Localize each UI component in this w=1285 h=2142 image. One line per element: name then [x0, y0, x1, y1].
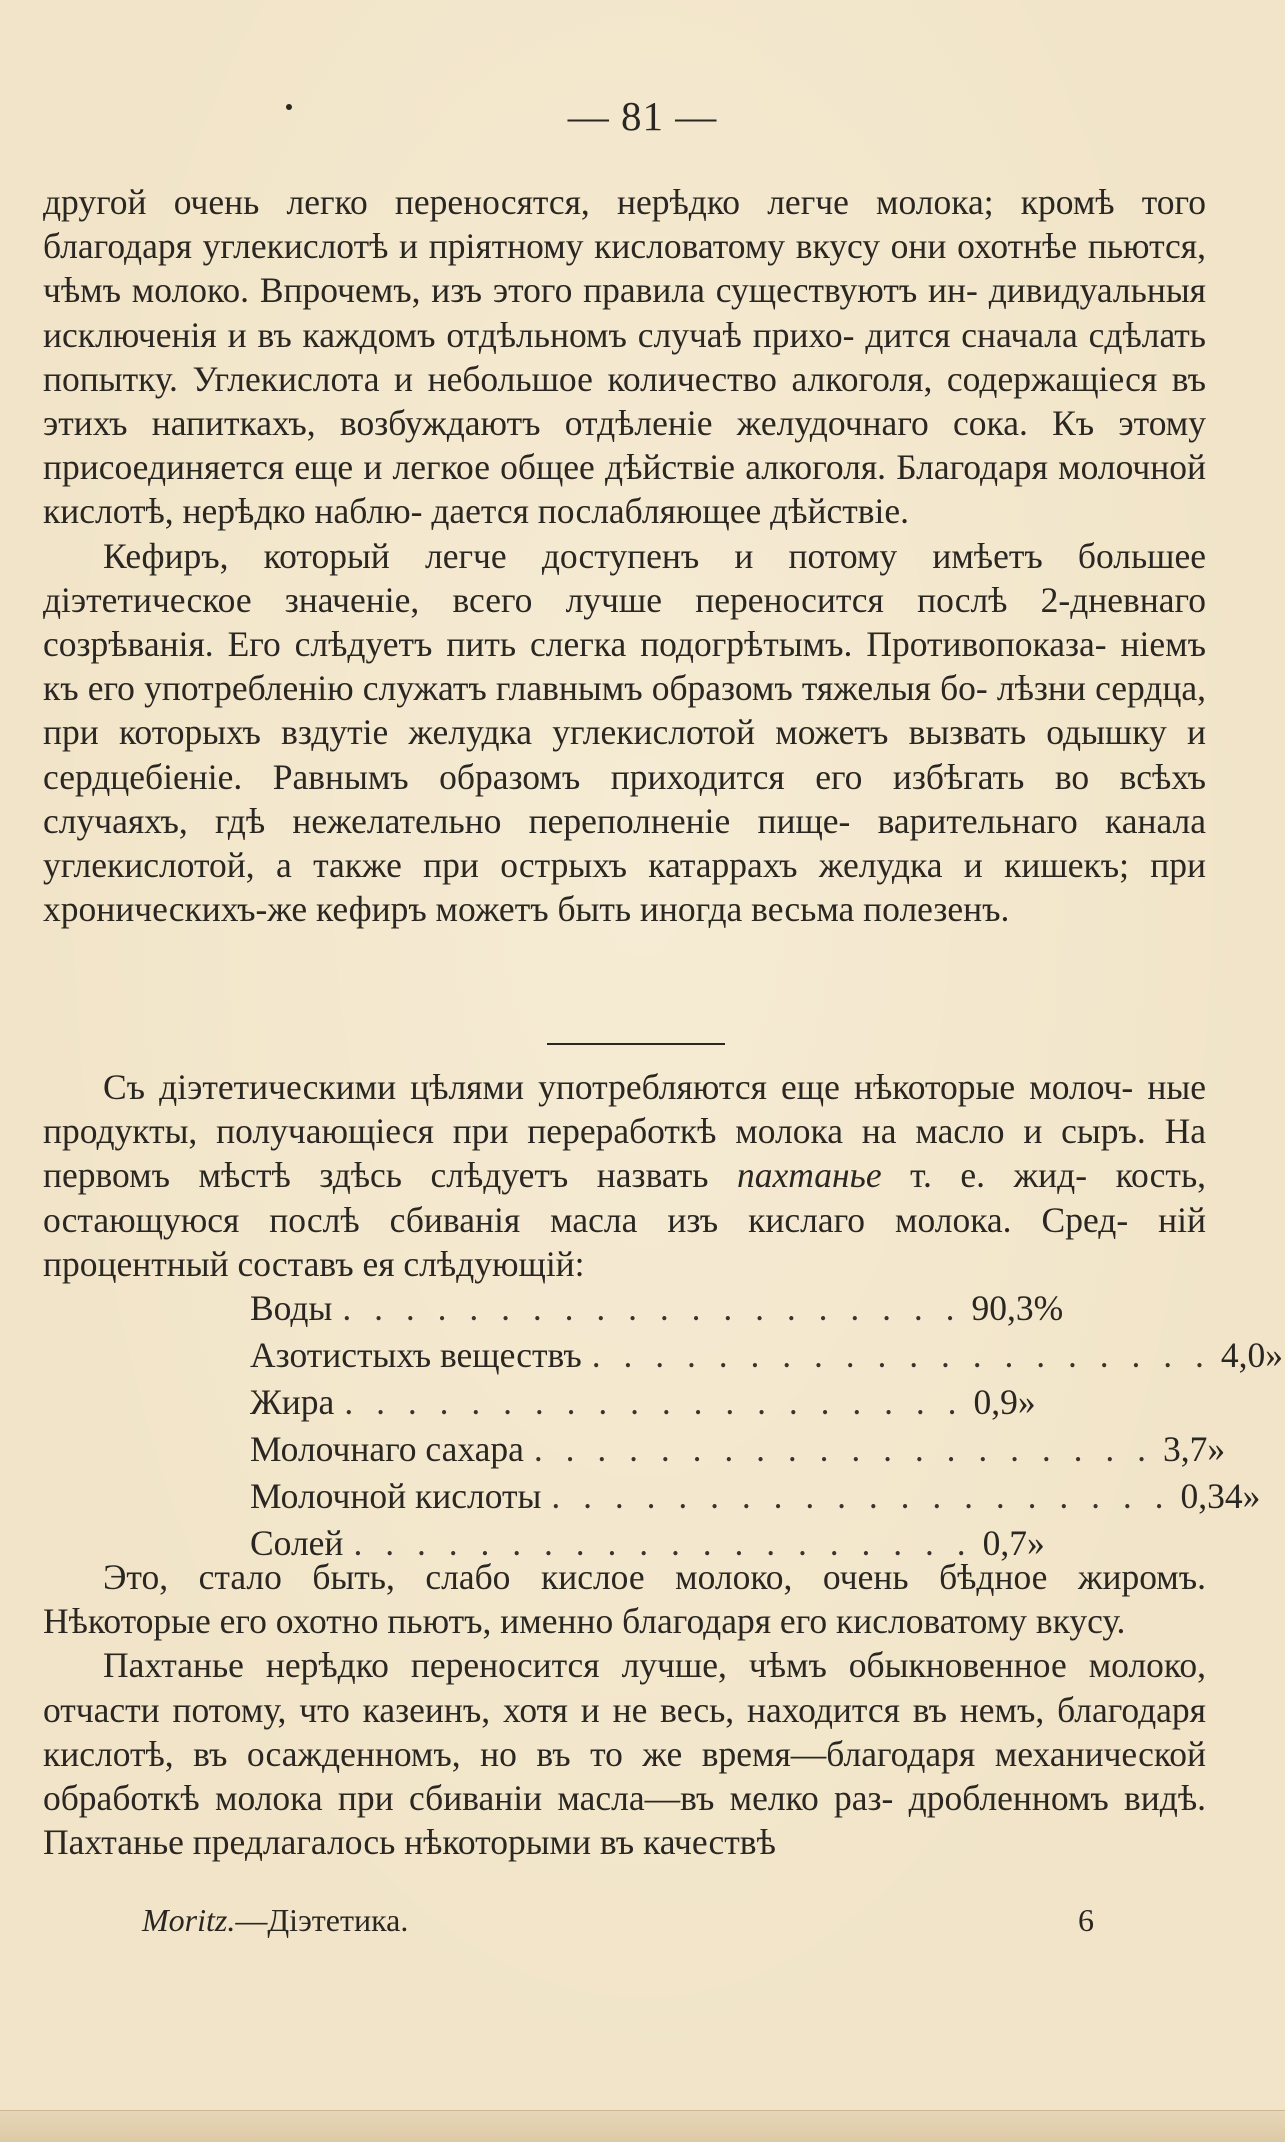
- component-value: 0,7: [982, 1523, 1027, 1563]
- text-line: благодаря кислотѣ, въ осажденномъ, но въ то же время—благодаря: [43, 1689, 1207, 1774]
- text-line: ные продукты, получающіеся при переработкѣ молока на масло и сыръ.: [43, 1067, 1207, 1152]
- component-value: 4,0: [1220, 1335, 1266, 1375]
- text-line: избѣгать во всѣхъ случаяхъ, гдѣ нежелательно переполненіе пище-: [43, 756, 1206, 841]
- footer-title: —Діэтетика.: [235, 1902, 409, 1938]
- text-line: благодаря углекислотѣ и пріятному кисловатому вкусу они охотнѣе: [43, 226, 1078, 267]
- composition-row: [250, 1379, 1036, 1426]
- footer-author: Moritz.: [142, 1902, 236, 1938]
- component-unit: »: [1207, 1429, 1226, 1469]
- text-line: весьма полезенъ.: [751, 889, 1010, 930]
- text-line: Пахтанье нерѣдко переносится лучше, чѣмъ обыкновенное молоко,: [103, 1645, 1206, 1686]
- text-line: дится сначала сдѣлать попытку. Углекислота и небольшое количество: [43, 314, 1206, 399]
- page-bottom-edge: [0, 2110, 1285, 2142]
- text-line: лѣзни сердца, при которыхъ вздутіе желудка углекислотой можетъ: [43, 668, 1207, 753]
- emphasized-term: пахтанье: [736, 1155, 882, 1196]
- text-block-lower: [43, 1555, 1206, 1864]
- text-line: Кефиръ, который легче доступенъ и потому имѣетъ большее: [103, 535, 1206, 576]
- component-value: 3,7: [1163, 1429, 1208, 1469]
- component-value: 0,9: [973, 1382, 1018, 1422]
- text-line: Это, стало быть, слабо кислое молоко, очень бѣдное жиромъ.: [103, 1557, 1206, 1597]
- component-value: 90,3%: [971, 1288, 1064, 1328]
- dot-leader: . . . . . . . . . . . . . . . . . . . .: [591, 1335, 1211, 1375]
- page-number: — 81 —: [567, 93, 718, 139]
- dot-leader: . . . . . . . . . . . . . . . . . . . .: [344, 1382, 964, 1422]
- paragraph-tolerance: [43, 1643, 1206, 1864]
- text-line: механической обработкѣ молока при сбиваніи масла—въ мелко раз-: [43, 1733, 1207, 1819]
- text-fragment: На первомъ мѣстѣ здѣсь слѣдуетъ назвать: [43, 1111, 1207, 1196]
- text-line: созрѣванія. Его слѣдуетъ пить слегка подогрѣтымъ. Противопоказа-: [43, 624, 1107, 665]
- text-line: желудочнаго сока. Къ этому присоединяется еще и легкое общее: [43, 403, 1206, 488]
- text-fragment: т. е. жид-: [881, 1155, 1088, 1196]
- page-footer: [142, 1900, 408, 1940]
- composition-row: [250, 1473, 1261, 1520]
- component-unit: »: [1017, 1382, 1036, 1422]
- dot-leader: . . . . . . . . . . . . . . . . . . . .: [353, 1523, 973, 1563]
- text-line: алкоголя, содержащіеся въ этихъ напиткахъ, возбуждаютъ отдѣленіе: [43, 358, 1206, 444]
- text-line: вкусу.: [1035, 1601, 1126, 1642]
- component-unit: »: [1026, 1523, 1045, 1563]
- text-line: отчасти потому, что казеинъ, хотя и не весь, находится въ немъ,: [43, 1689, 1045, 1730]
- text-line: вызвать одышку и сердцебіеніе. Равнымъ образомъ приходится его: [43, 712, 1206, 797]
- dot-leader: . . . . . . . . . . . . . . . . . . . .: [533, 1429, 1154, 1469]
- text-line: кость, остающуюся послѣ сбиванія масла изъ кислаго молока. Сред-: [43, 1155, 1207, 1240]
- text-line: ніемъ къ его употребленію служатъ главнымъ образомъ тяжелыя бо-: [43, 624, 1206, 709]
- paragraph-pakhtanye-intro: [43, 1065, 1206, 1286]
- paragraph-kefir: [43, 534, 1206, 932]
- composition-row: [250, 1426, 1226, 1473]
- text-block-upper: [43, 180, 1206, 931]
- component-name: Воды: [250, 1288, 333, 1328]
- component-name: Жира: [250, 1382, 335, 1422]
- component-name: Солей: [250, 1523, 344, 1563]
- text-line: дается послабляющее дѣйствіе.: [431, 491, 910, 532]
- component-name: Азотистыхъ веществъ: [250, 1335, 582, 1375]
- section-divider: [547, 1043, 725, 1045]
- dot-leader: . . . . . . . . . . . . . . . . . . . .: [551, 1476, 1171, 1516]
- text-line: пьются, чѣмъ молоко. Впрочемъ, изъ этого правила существуютъ ин-: [43, 226, 1206, 311]
- component-unit: »: [1265, 1335, 1284, 1375]
- component-name: Молочной кислоты: [250, 1476, 542, 1516]
- composition-row: [250, 1285, 1064, 1332]
- composition-row: [250, 1332, 1284, 1379]
- component-name: Молочнаго сахара: [250, 1429, 524, 1469]
- signature-mark: 6: [1078, 1902, 1094, 1938]
- paragraph-summary: [43, 1555, 1206, 1643]
- component-value: 0,34: [1180, 1476, 1243, 1516]
- text-block-middle: [43, 1065, 1206, 1286]
- text-line: дѣйствіе алкоголя. Благодаря молочной кислотѣ, нерѣдко наблю-: [43, 447, 1206, 532]
- text-line: Нѣкоторые его охотно пьютъ, именно благодаря его кисловатому: [43, 1601, 1027, 1642]
- text-line: дивидуальныя исключенія и въ каждомъ отдѣльномъ случаѣ прихо-: [43, 270, 1207, 355]
- text-line: желудка и кишекъ; при хроническихъ-же кефиръ можетъ быть иногда: [43, 845, 1207, 930]
- component-unit: »: [1242, 1476, 1261, 1516]
- composition-table: [250, 1285, 1284, 1567]
- text-line: ній процентный составъ ея слѣдующій:: [43, 1199, 1207, 1284]
- dot-leader: . . . . . . . . . . . . . . . . . . . .: [342, 1288, 962, 1328]
- text-line: варительнаго канала углекислотой, а также при острыхъ катаррахъ: [43, 800, 1206, 886]
- paragraph-continuation: [43, 180, 1206, 534]
- text-line: дробленномъ видѣ. Пахтанье предлагалось нѣкоторыми въ качествѣ: [43, 1778, 1207, 1863]
- text-line: діэтетическое значеніе, всего лучше переносится послѣ 2-дневнаго: [43, 579, 1206, 620]
- text-line: Съ діэтетическими цѣлями употребляются еще нѣкоторые молоч-: [103, 1067, 1134, 1107]
- text-line: другой очень легко переносятся, нерѣдко легче молока; кромѣ того: [43, 182, 1206, 222]
